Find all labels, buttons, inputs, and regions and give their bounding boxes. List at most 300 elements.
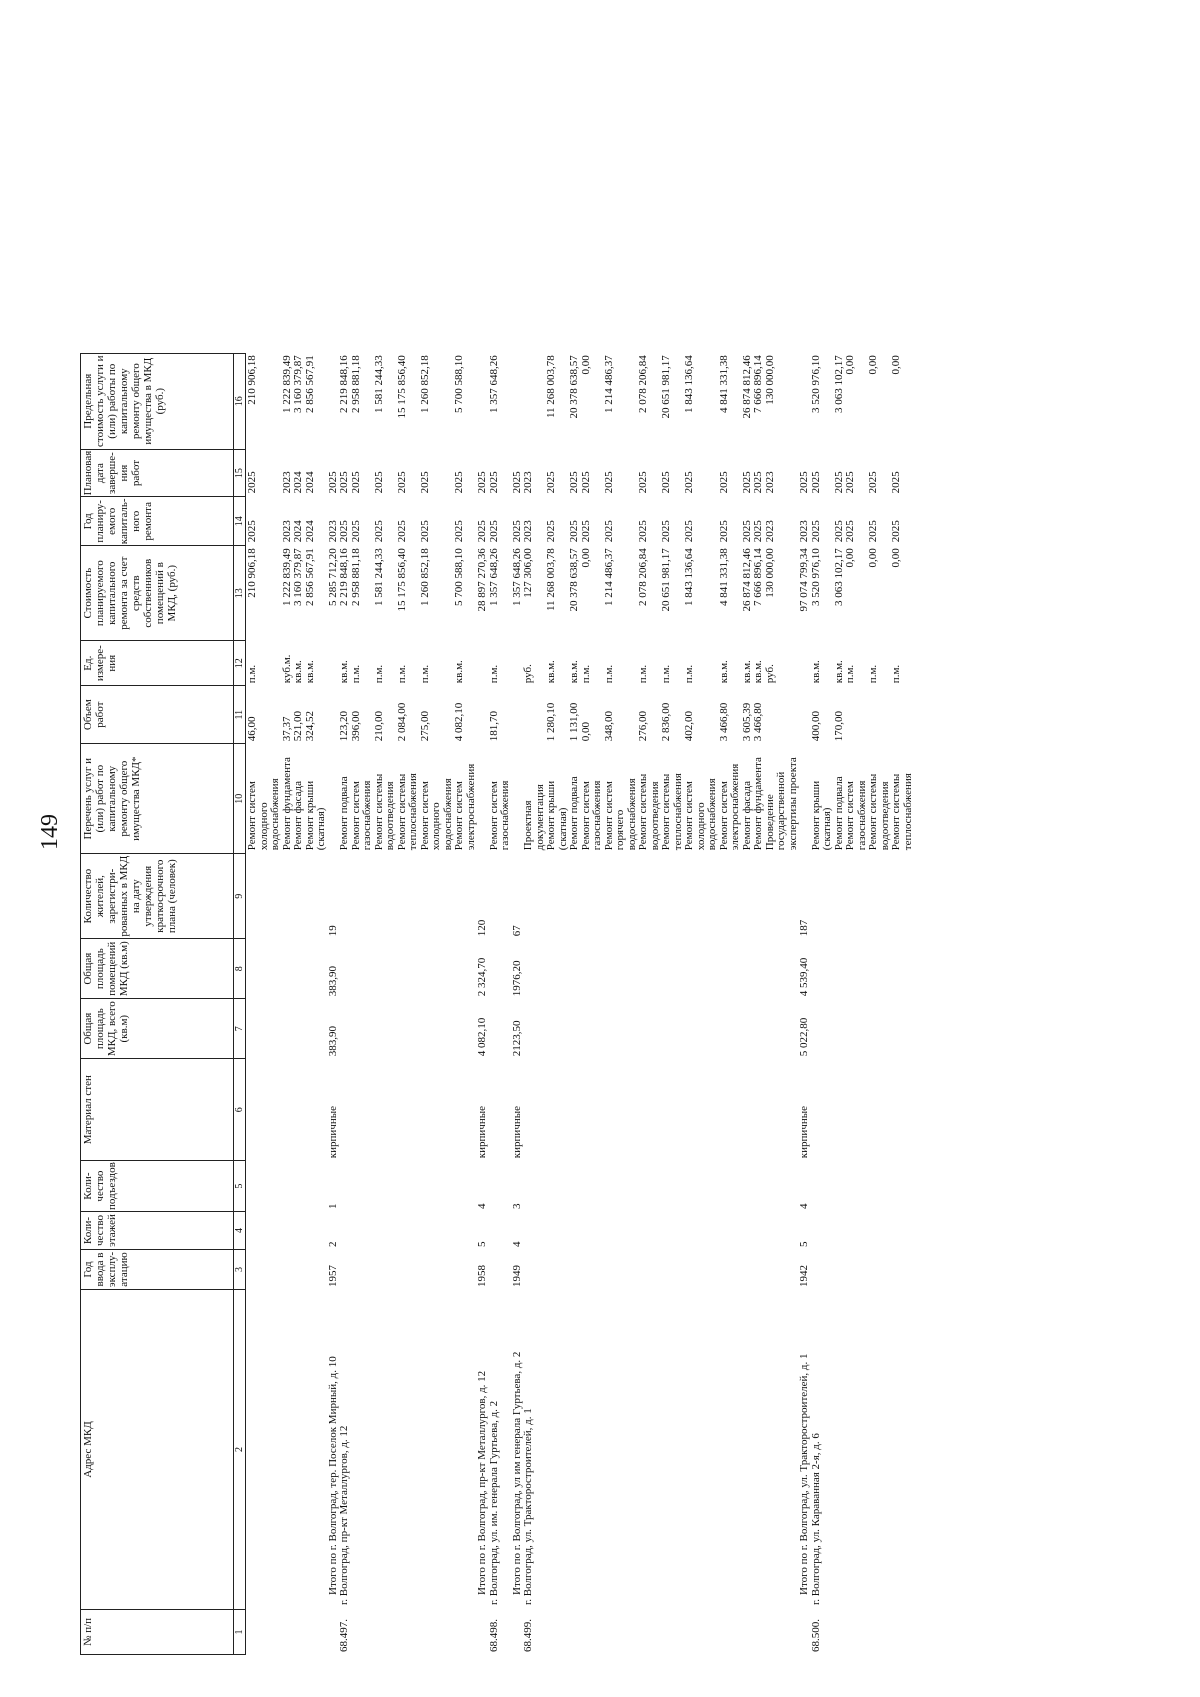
cell-address xyxy=(742,1290,754,1610)
cell-area-rooms xyxy=(546,939,569,999)
cell-area xyxy=(489,999,512,1059)
cell-cost: 3 063 102,17 xyxy=(832,548,845,606)
cell-area xyxy=(420,999,455,1059)
column-number: 6 xyxy=(234,1059,246,1161)
cell-unit: п.м. xyxy=(395,664,408,684)
cell-area-rooms xyxy=(305,939,328,999)
table-row xyxy=(661,353,684,1654)
cell-unit: п.м. xyxy=(683,664,695,684)
cell-end-year: 2025 xyxy=(545,471,557,494)
cell-qty: 0,00 xyxy=(579,721,592,742)
cell-floors xyxy=(454,1212,477,1250)
cell-area xyxy=(546,999,569,1059)
cell-floors xyxy=(742,1212,754,1250)
cell-cost: 3 520 976,10 xyxy=(809,548,822,606)
cell-year xyxy=(489,1250,512,1290)
table-row xyxy=(454,353,477,1654)
cell-end-year: 2025 xyxy=(395,471,408,494)
cell-work: Ремонт системы теплоснабжения xyxy=(395,773,419,851)
cell-cost: 4 841 331,38 xyxy=(717,548,730,606)
cell-cost: 11 268 003,78 xyxy=(545,548,557,612)
cell-entrances xyxy=(868,1161,891,1212)
cell-residents xyxy=(604,854,639,939)
cell-work: Ремонт подвала xyxy=(832,776,845,851)
cell-limit: 3 063 102,17 xyxy=(832,355,845,413)
cell-plan-year: 2025 xyxy=(579,520,592,543)
cell-area-rooms xyxy=(581,939,604,999)
cell-year xyxy=(868,1250,891,1290)
column-number: 5 xyxy=(234,1161,246,1212)
cell-qty xyxy=(868,686,891,744)
cell-qty: 4 082,10 xyxy=(453,702,465,742)
cell-year xyxy=(719,1250,742,1290)
cell-cost: 2 856 567,91 xyxy=(303,548,316,606)
cell-cost: 0,00 xyxy=(844,548,856,568)
cell-no xyxy=(581,1610,604,1655)
cell-plan-year: 2024 xyxy=(292,520,304,543)
cell-area xyxy=(834,999,846,1059)
cell-walls: кирпичные xyxy=(798,1105,810,1159)
cell-residents xyxy=(420,854,455,939)
cell-address xyxy=(282,1290,294,1610)
cell-qty: 402,00 xyxy=(683,710,695,742)
cell-floors xyxy=(420,1212,455,1250)
cell-qty: 46,00 xyxy=(246,716,258,742)
cell-unit: кв.м. xyxy=(568,660,580,684)
table-row xyxy=(581,353,604,1654)
cell-area xyxy=(374,999,397,1059)
cell-address xyxy=(397,1290,420,1610)
column-number: 12 xyxy=(234,641,246,686)
cell-end-year: 2025 xyxy=(717,471,730,494)
cell-unit: кв.м. xyxy=(338,660,350,684)
cell-end-year: 2025 xyxy=(740,471,753,494)
cell-walls xyxy=(581,1059,604,1161)
cell-no xyxy=(397,1610,420,1655)
cell-walls xyxy=(293,1059,305,1161)
cell-area xyxy=(246,999,282,1059)
cell-address xyxy=(454,1290,477,1610)
cell-no xyxy=(661,1610,684,1655)
header-cell: № п/п xyxy=(81,1610,234,1655)
cell-floors xyxy=(305,1212,328,1250)
cell-area-rooms xyxy=(753,939,765,999)
cell-qty: 2 084,00 xyxy=(395,702,408,742)
column-number: 2 xyxy=(234,1290,246,1610)
cell-plan-year: 2025 xyxy=(510,520,523,543)
header-cell: Количество жителей, зарегистри-рованных в МКД на дату утверждения краткосрочного плана (человек) xyxy=(81,854,234,939)
cell-area xyxy=(684,999,719,1059)
cell-unit: кв.м. xyxy=(809,660,822,684)
cell-year xyxy=(420,1250,455,1290)
cell-cost: 1 357 648,26 xyxy=(487,548,500,606)
cell-work: Ремонт систем электроснабжения xyxy=(453,763,477,851)
cell-cost: 20 651 981,17 xyxy=(660,548,672,612)
cell-entrances xyxy=(845,1161,868,1212)
capital-repair-table xyxy=(80,353,914,1655)
cell-no xyxy=(868,1610,891,1655)
cell-entrances xyxy=(489,1161,512,1212)
cell-address xyxy=(753,1290,765,1610)
cell-unit: руб. xyxy=(522,664,534,684)
cell-entrances xyxy=(351,1161,374,1212)
cell-unit: кв.м. xyxy=(717,660,730,684)
cell-work: Ремонт систем газоснабжения xyxy=(349,780,373,851)
cell-walls: кирпичные xyxy=(326,1105,339,1159)
cell-entrances xyxy=(523,1161,546,1212)
cell-plan-year: 2025 xyxy=(809,520,822,543)
cell-no: 68.498. xyxy=(487,1619,500,1652)
cell-limit: 15 175 856,40 xyxy=(395,355,408,419)
cell-entrances: 4 xyxy=(798,1203,810,1209)
cell-residents xyxy=(489,854,512,939)
cell-end-year: 2025 xyxy=(683,471,695,494)
cell-qty: 3 466,80 xyxy=(752,702,764,742)
cell-limit: 1 222 839,49 xyxy=(280,355,293,413)
cell-end-year: 2023 xyxy=(280,471,293,494)
cell-area xyxy=(569,999,581,1059)
cell-walls xyxy=(454,1059,477,1161)
cell-work: Ремонт системы теплоснабжения xyxy=(890,773,914,851)
cell-end-year: 2025 xyxy=(832,471,845,494)
cell-qty: 324,52 xyxy=(303,710,316,742)
cell-area xyxy=(305,999,328,1059)
column-number: 4 xyxy=(234,1212,246,1250)
cell-end-year: 2024 xyxy=(292,471,304,494)
cell-limit: 0,00 xyxy=(579,355,592,375)
cell-qty xyxy=(477,686,489,744)
cell-cost: 2 219 848,16 xyxy=(338,548,350,606)
cell-plan-year: 2025 xyxy=(867,520,879,543)
cell-cost: 26 874 812,46 xyxy=(740,548,753,612)
cell-residents xyxy=(834,854,846,939)
cell-entrances xyxy=(719,1161,742,1212)
cell-year xyxy=(891,1250,914,1290)
cell-limit: 130 000,00 xyxy=(763,355,776,405)
cell-cost: 15 175 856,40 xyxy=(395,548,408,612)
cell-plan-year: 2025 xyxy=(246,520,258,543)
cell-end-year: 2025 xyxy=(579,471,592,494)
cell-walls xyxy=(569,1059,581,1161)
cell-plan-year: 2025 xyxy=(637,520,649,543)
cell-qty xyxy=(845,686,868,744)
cell-work: Ремонт крыши (скатная) xyxy=(545,780,569,851)
cell-plan-year: 2023 xyxy=(798,520,810,543)
cell-unit: п.м. xyxy=(602,664,615,684)
cell-year xyxy=(246,1250,282,1290)
cell-entrances: 1 xyxy=(326,1203,339,1209)
cell-walls xyxy=(374,1059,397,1161)
cell-area-rooms xyxy=(246,939,282,999)
cell-walls xyxy=(684,1059,719,1161)
header-cell: Адрес МКД xyxy=(81,1290,234,1610)
cell-floors xyxy=(868,1212,891,1250)
cell-area: 4 082,10 xyxy=(476,1017,488,1057)
cell-residents xyxy=(569,854,581,939)
cell-no: 68.499. xyxy=(522,1619,534,1652)
header-cell: Ед. измере-ния xyxy=(81,641,234,686)
cell-walls xyxy=(845,1059,868,1161)
cell-end-year: 2025 xyxy=(752,471,764,494)
cell-year xyxy=(684,1250,719,1290)
header-cell: Материал стен xyxy=(81,1059,234,1161)
cell-cost: 28 897 270,36 xyxy=(476,548,488,612)
cell-floors xyxy=(638,1212,661,1250)
cell-entrances xyxy=(753,1161,765,1212)
column-number-row xyxy=(234,353,246,1654)
cell-unit: кв.м. xyxy=(545,660,557,684)
cell-unit: кв.м. xyxy=(752,660,764,684)
cell-unit: п.м. xyxy=(246,664,258,684)
cell-no xyxy=(454,1610,477,1655)
table-row xyxy=(765,353,800,1654)
header-cell: Год ввода в эксплу-атацию xyxy=(81,1250,234,1290)
table-row xyxy=(684,353,719,1654)
cell-limit: 4 841 331,38 xyxy=(717,355,730,413)
cell-no xyxy=(546,1610,569,1655)
cell-cost: 20 378 638,57 xyxy=(568,548,580,612)
cell-year xyxy=(374,1250,397,1290)
cell-no xyxy=(891,1610,914,1655)
cell-area: 5 022,80 xyxy=(798,1017,810,1057)
cell-no xyxy=(834,1610,846,1655)
cell-work: Ремонт систем холодного водоснабжения xyxy=(246,778,281,851)
cell-no xyxy=(293,1610,305,1655)
cell-residents xyxy=(546,854,569,939)
cell-area-rooms xyxy=(397,939,420,999)
cell-cost: 5 285 712,20 xyxy=(326,548,339,606)
cell-end-year: 2025 xyxy=(487,471,500,494)
cell-unit: кв.м. xyxy=(832,660,845,684)
cell-area-rooms xyxy=(834,939,846,999)
total-row xyxy=(477,353,489,1654)
cell-limit: 26 874 812,46 xyxy=(740,355,753,419)
cell-walls xyxy=(765,1059,800,1161)
cell-walls xyxy=(834,1059,846,1161)
column-number: 3 xyxy=(234,1250,246,1290)
cell-address: Итого по г. Волгоград, ул им генерала Гуртьева, д. 2 xyxy=(510,1351,523,1595)
table-row xyxy=(638,353,661,1654)
cell-unit: п.м. xyxy=(372,664,385,684)
cell-floors xyxy=(661,1212,684,1250)
cell-plan-year: 2025 xyxy=(660,520,672,543)
cell-no xyxy=(684,1610,719,1655)
cell-floors xyxy=(834,1212,846,1250)
cell-residents xyxy=(811,854,834,939)
cell-limit: 3 520 976,10 xyxy=(809,355,822,413)
cell-residents xyxy=(891,854,914,939)
cell-end-year: 2025 xyxy=(798,471,810,494)
cell-area-rooms: 4 539,40 xyxy=(798,957,810,997)
cell-plan-year: 2025 xyxy=(568,520,580,543)
cell-entrances xyxy=(742,1161,754,1212)
cell-end-year: 2024 xyxy=(303,471,316,494)
cell-area xyxy=(742,999,754,1059)
cell-area xyxy=(454,999,477,1059)
cell-address xyxy=(604,1290,639,1610)
cell-limit: 1 357 648,26 xyxy=(487,355,500,413)
cell-area-rooms xyxy=(765,939,800,999)
cell-no xyxy=(742,1610,754,1655)
cell-floors: 4 xyxy=(510,1241,523,1247)
cell-year xyxy=(742,1250,754,1290)
cell-address xyxy=(420,1290,455,1610)
cell-year xyxy=(845,1250,868,1290)
cell-limit: 0,00 xyxy=(867,355,879,375)
cell-plan-year: 2025 xyxy=(740,520,753,543)
cell-cost: 7 666 896,14 xyxy=(752,548,764,606)
cell-area xyxy=(753,999,765,1059)
cell-walls xyxy=(523,1059,546,1161)
cell-address xyxy=(246,1290,282,1610)
cell-year xyxy=(546,1250,569,1290)
header-cell: Предельная стоимость услуги и (или) работы по капитальному ремонту общего имущества в МКД (руб.) xyxy=(81,353,234,449)
cell-residents xyxy=(246,854,282,939)
cell-end-year: 2025 xyxy=(246,471,258,494)
cell-residents xyxy=(581,854,604,939)
cell-limit: 2 219 848,16 xyxy=(338,355,350,413)
cell-entrances xyxy=(765,1161,800,1212)
cell-area xyxy=(638,999,661,1059)
cell-cost: 0,00 xyxy=(579,548,592,568)
cell-qty xyxy=(523,686,546,744)
cell-end-year: 2025 xyxy=(867,471,879,494)
cell-address: Итого по г. Волгоград, тер. Поселок Мирный, д. 10 xyxy=(326,1356,339,1595)
cell-walls xyxy=(397,1059,420,1161)
table-row xyxy=(546,353,569,1654)
cell-walls xyxy=(868,1059,891,1161)
cell-walls xyxy=(246,1059,282,1161)
cell-area-rooms xyxy=(845,939,868,999)
cell-year xyxy=(305,1250,328,1290)
cell-area xyxy=(581,999,604,1059)
cell-end-year: 2025 xyxy=(418,471,431,494)
cell-floors xyxy=(753,1212,765,1250)
table-row xyxy=(604,353,639,1654)
table-row xyxy=(246,353,282,1654)
cell-walls xyxy=(546,1059,569,1161)
table-row xyxy=(891,353,914,1654)
cell-floors xyxy=(684,1212,719,1250)
cell-entrances: 3 xyxy=(510,1203,523,1209)
cell-limit: 5 700 588,10 xyxy=(453,355,465,413)
cell-address xyxy=(374,1290,397,1610)
cell-unit: кв.м. xyxy=(453,660,465,684)
cell-qty: 181,70 xyxy=(487,710,500,742)
cell-floors xyxy=(523,1212,546,1250)
cell-entrances xyxy=(246,1161,282,1212)
cell-walls xyxy=(719,1059,742,1161)
cell-work: Ремонт системы водоотведения xyxy=(372,773,396,851)
cell-end-year: 2025 xyxy=(844,471,856,494)
table-row xyxy=(374,353,397,1654)
cell-floors xyxy=(489,1212,512,1250)
cell-address xyxy=(719,1290,742,1610)
cell-cost: 97 074 799,34 xyxy=(798,548,810,612)
header-cell: Коли-чество этажей xyxy=(81,1212,234,1250)
cell-address xyxy=(293,1290,305,1610)
cell-floors xyxy=(546,1212,569,1250)
cell-area-rooms xyxy=(604,939,639,999)
cell-end-year: 2025 xyxy=(809,471,822,494)
cell-limit xyxy=(523,353,546,449)
cell-year xyxy=(454,1250,477,1290)
cell-floors xyxy=(282,1212,294,1250)
cell-area-rooms xyxy=(454,939,477,999)
cell-qty: 170,00 xyxy=(832,710,845,742)
table-row xyxy=(868,353,891,1654)
cell-year xyxy=(351,1250,374,1290)
cell-no: 68.500. xyxy=(809,1619,822,1652)
cell-work: Ремонт фундамента xyxy=(280,757,293,851)
cell-address xyxy=(765,1290,800,1610)
cell-area-rooms xyxy=(661,939,684,999)
cell-qty: 3 466,80 xyxy=(717,702,730,742)
cell-unit: п.м. xyxy=(890,664,902,684)
cell-work: Ремонт системы водоотведения xyxy=(637,773,661,851)
table-body xyxy=(246,353,915,1654)
cell-cost: 1 260 852,18 xyxy=(418,548,431,606)
cell-plan-year: 2025 xyxy=(602,520,615,543)
cell-limit: 1 843 136,64 xyxy=(683,355,695,413)
cell-year xyxy=(339,1250,351,1290)
table-row xyxy=(489,353,512,1654)
cell-walls xyxy=(489,1059,512,1161)
cell-unit: кв.м. xyxy=(303,660,316,684)
cell-walls xyxy=(661,1059,684,1161)
cell-residents xyxy=(765,854,800,939)
cell-limit: 11 268 003,78 xyxy=(545,355,557,419)
cell-limit: 2 078 206,84 xyxy=(637,355,649,413)
cell-plan-year: 2025 xyxy=(487,520,500,543)
cell-end-year: 2025 xyxy=(602,471,615,494)
cell-no xyxy=(477,1610,489,1655)
cell-no xyxy=(246,1610,282,1655)
table-row xyxy=(293,353,305,1654)
header-cell: Плановая дата заверше-ния работ xyxy=(81,449,234,497)
cell-year xyxy=(523,1250,546,1290)
cell-area xyxy=(339,999,351,1059)
header-cell: Объем работ xyxy=(81,686,234,744)
cell-year: 1942 xyxy=(798,1265,810,1287)
cell-limit: 2 856 567,91 xyxy=(303,355,316,413)
cell-plan-year: 2025 xyxy=(453,520,465,543)
cell-residents xyxy=(351,854,374,939)
cell-address: Итого по г. Волгоград, ул. Тракторостроителей, д. 1 xyxy=(798,1353,810,1595)
cell-plan-year: 2025 xyxy=(476,520,488,543)
header-row xyxy=(81,353,234,1654)
cell-unit: п.м. xyxy=(660,664,672,684)
cell-floors: 2 xyxy=(326,1241,339,1247)
cell-work: Ремонт крыши (скатная) xyxy=(303,780,327,851)
cell-walls xyxy=(339,1059,351,1161)
cell-no xyxy=(604,1610,639,1655)
cell-year xyxy=(765,1250,800,1290)
cell-plan-year: 2024 xyxy=(303,520,316,543)
cell-year xyxy=(753,1250,765,1290)
cell-work xyxy=(799,744,811,854)
cell-residents xyxy=(374,854,397,939)
cell-plan-year: 2025 xyxy=(752,520,764,543)
cell-entrances xyxy=(546,1161,569,1212)
cell-entrances xyxy=(569,1161,581,1212)
cell-address: г. Волгоград, пр-кт Металлургов, д. 12 xyxy=(338,1425,350,1605)
cell-area-rooms xyxy=(282,939,294,999)
cell-area xyxy=(293,999,305,1059)
cell-end-year: 2025 xyxy=(338,471,350,494)
cell-residents xyxy=(684,854,719,939)
cell-residents xyxy=(742,854,754,939)
